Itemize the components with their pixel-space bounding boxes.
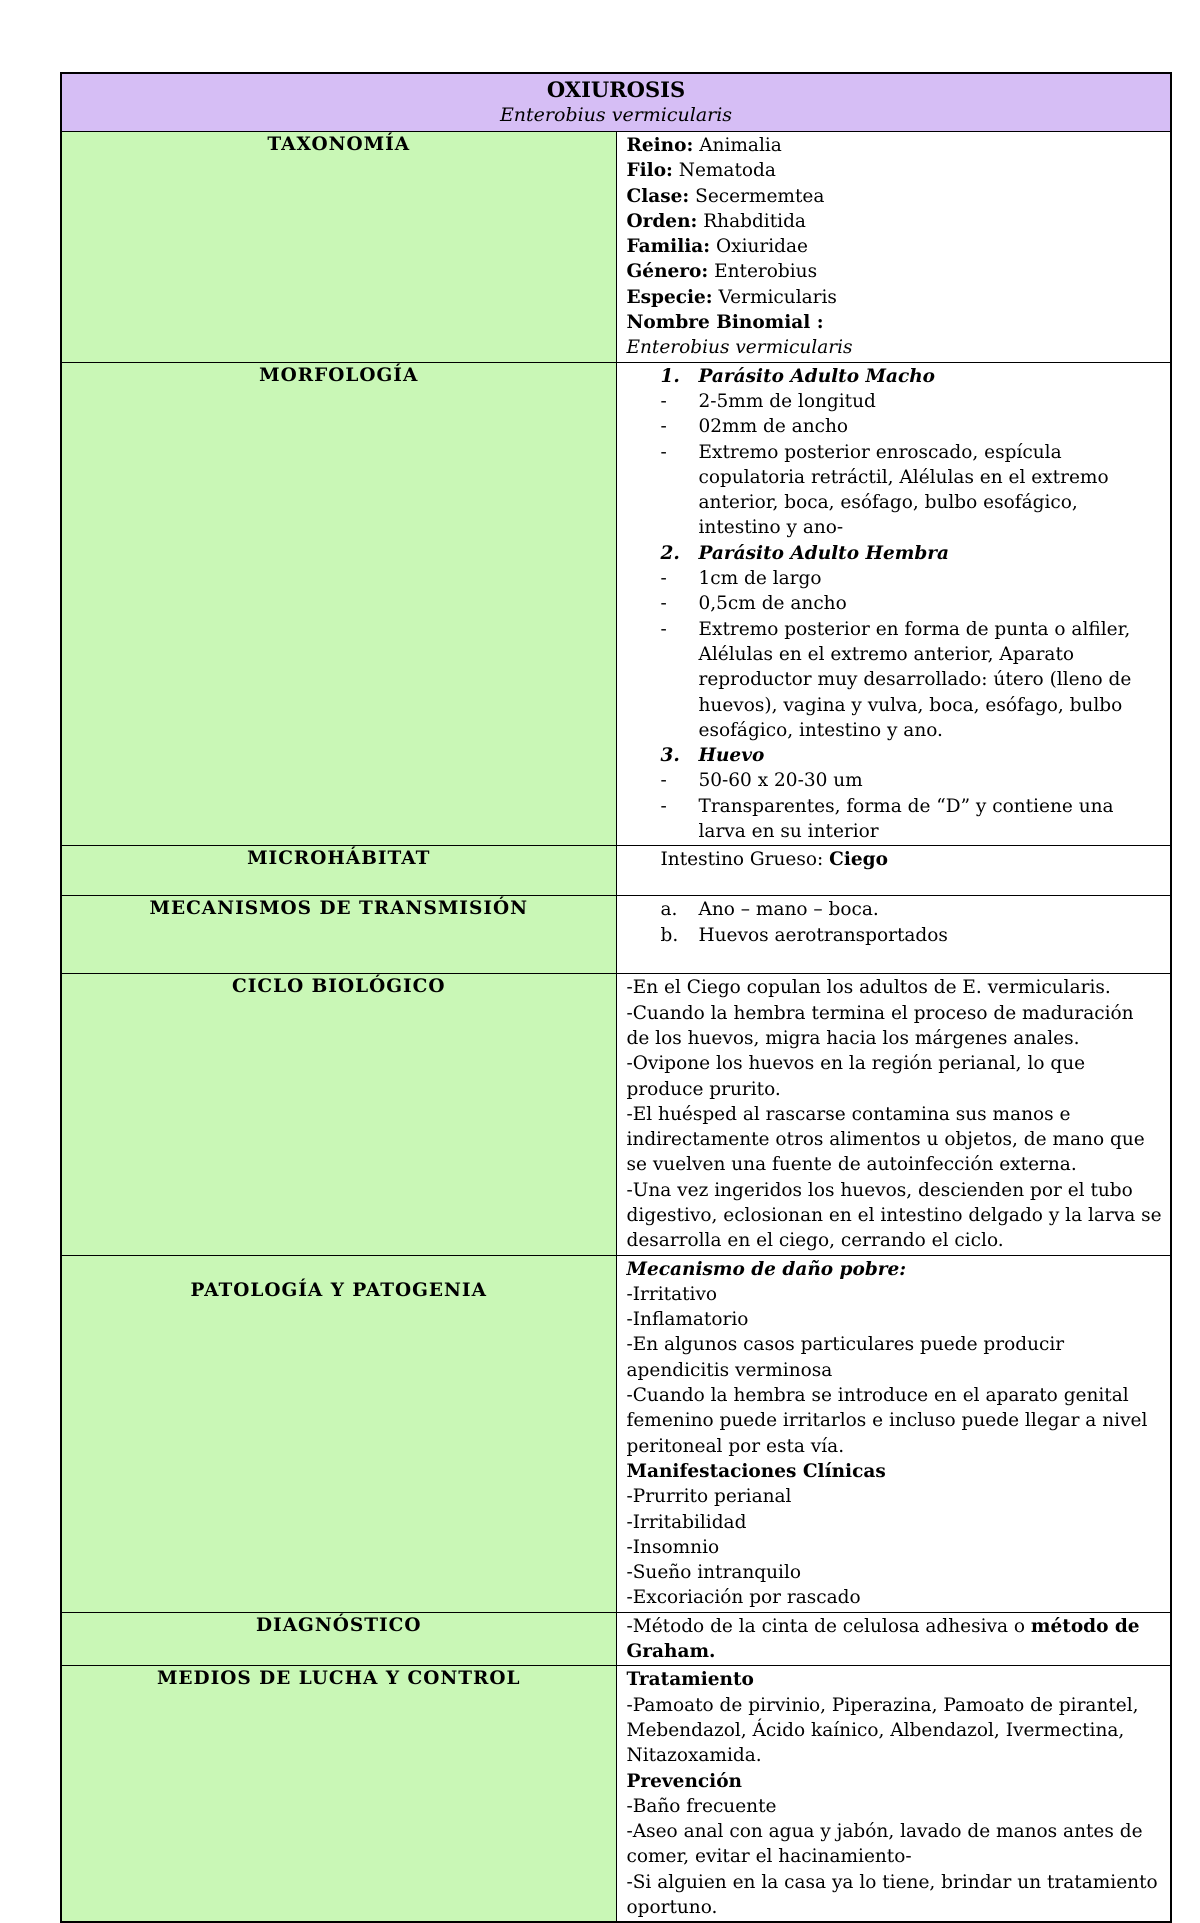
morphology-text: 50-60 x 20-30 um bbox=[698, 770, 863, 792]
table-header bbox=[61, 73, 1171, 132]
cycle-line: -El huésped al rascarse contamina sus manos e indirectamente otros alimentos u objetos, de mano que se vuelven una fuente de autoinfección externa. bbox=[626, 1103, 1145, 1176]
morphology-text: 02mm de ancho bbox=[698, 416, 849, 438]
damage-line: -En algunos casos particulares puede producir apendicitis verminosa bbox=[626, 1334, 1065, 1381]
taxonomy-value: Rhabditida bbox=[703, 210, 806, 232]
morphology-item bbox=[627, 617, 1163, 743]
taxonomy-row bbox=[627, 184, 1163, 209]
cycle-line: -En el Ciego copulan los adultos de E. vermicularis. bbox=[626, 977, 1111, 999]
dash-marker: - bbox=[660, 441, 667, 463]
diagnostico-method: método de Graham. bbox=[626, 1615, 1140, 1663]
morphology-group-title bbox=[627, 541, 1163, 566]
dash-marker: - bbox=[660, 593, 667, 615]
page-title: OXIUROSIS bbox=[546, 77, 686, 102]
prevention-title: Prevención bbox=[626, 1770, 742, 1792]
diagnostico-content bbox=[616, 1612, 1171, 1666]
dash-marker: - bbox=[660, 416, 667, 438]
damage-title: Mecanismo de daño pobre: bbox=[626, 1258, 907, 1280]
transmission-text: Huevos aerotransportados bbox=[698, 924, 948, 946]
diagnostico-label: DIAGNÓSTICO bbox=[61, 1612, 616, 1666]
treatment-title: Tratamiento bbox=[626, 1669, 754, 1691]
patologia-label: PATOLOGÍA Y PATOGENIA bbox=[61, 1255, 616, 1612]
morphology-text: Extremo posterior enroscado, espícula copulatoria retráctil, Alélulas en el extremo anterior, boca, esófago, bulbo esofágico, intestino y ano- bbox=[698, 441, 1109, 539]
taxonomy-row bbox=[627, 133, 1163, 158]
transmission-item bbox=[627, 923, 1163, 948]
cycle-line: -Una vez ingeridos los huevos, descienden por el tubo digestivo, eclosionan en el intestino delgado y la larva se desarrolla en el ciego, cerrando el ciclo. bbox=[626, 1179, 1162, 1252]
group-number: 2. bbox=[660, 542, 680, 564]
morphology-group-title bbox=[627, 743, 1163, 768]
morphology-item bbox=[627, 768, 1163, 793]
morphology-text: Extremo posterior en forma de punta o alfiler, Alélulas en el extremo anterior, Aparato reproductor muy desarrollado: útero (lleno de huevos), vagina y vulva, boca, esófago, bulbo esofágico, intestino y ano. bbox=[698, 618, 1132, 741]
taxonomy-value: Animalia bbox=[699, 135, 782, 156]
taxonomy-list bbox=[627, 133, 1163, 310]
dash-marker: - bbox=[660, 618, 667, 640]
morphology-item bbox=[627, 440, 1163, 541]
species-subtitle: Enterobius vermicularis bbox=[499, 104, 733, 126]
morphology-text: 0,5cm de ancho bbox=[698, 593, 847, 615]
taxonomy-row bbox=[627, 234, 1163, 259]
group-title: Parásito Adulto Macho bbox=[698, 365, 936, 387]
morphology-text: Transparentes, forma de “D” y contiene una larva en su interior bbox=[698, 795, 1114, 843]
control-content bbox=[616, 1666, 1171, 1922]
taxonomia-label: TAXONOMÍA bbox=[61, 132, 616, 363]
morphology-item bbox=[627, 566, 1163, 591]
taxonomy-row bbox=[627, 259, 1163, 284]
parasite-summary-table bbox=[60, 72, 1172, 1923]
prevention-line: -Si alguien en la casa ya lo tiene, brindar un tratamiento oportuno. bbox=[626, 1871, 1158, 1918]
ciclo-content bbox=[616, 974, 1171, 1255]
morfologia-label: MORFOLOGÍA bbox=[61, 362, 616, 846]
cycle-list bbox=[627, 975, 1163, 1253]
group-title: Huevo bbox=[698, 745, 765, 767]
morphology-item bbox=[627, 414, 1163, 439]
binomial-name: Enterobius vermicularis bbox=[626, 337, 853, 359]
transmision-content bbox=[616, 896, 1171, 974]
dash-marker: - bbox=[660, 770, 667, 792]
taxonomy-row bbox=[627, 209, 1163, 234]
patologia-content bbox=[616, 1255, 1171, 1612]
group-title: Parásito Adulto Hembra bbox=[698, 542, 949, 564]
morphology-group-title bbox=[627, 364, 1163, 389]
clinical-line: -Sueño intranquilo bbox=[626, 1562, 802, 1584]
group-number: 3. bbox=[660, 745, 680, 767]
clinical-line: -Insomnio bbox=[626, 1536, 720, 1558]
morphology-text: 2-5mm de longitud bbox=[698, 390, 876, 412]
taxonomia-content bbox=[616, 132, 1171, 363]
clinical-list bbox=[627, 1484, 1163, 1610]
clinical-line: -Irritabilidad bbox=[626, 1511, 747, 1533]
list-marker: a. bbox=[660, 899, 678, 921]
taxonomy-value: Nematoda bbox=[678, 160, 776, 182]
prevention-line: -Aseo anal con agua y jabón, lavado de manos antes de comer, evitar el hacinamiento- bbox=[626, 1821, 1143, 1868]
microhabitat-label: MICROHÁBITAT bbox=[61, 846, 616, 896]
damage-list bbox=[627, 1282, 1163, 1459]
morphology-item bbox=[627, 591, 1163, 616]
microhabitat-site: Ciego bbox=[829, 849, 888, 871]
prevention-line: -Baño frecuente bbox=[626, 1795, 777, 1817]
taxonomy-key: Filo: bbox=[626, 160, 673, 182]
taxonomy-value: Oxiuridae bbox=[715, 236, 808, 258]
list-marker: b. bbox=[660, 924, 679, 946]
dash-marker: - bbox=[660, 390, 667, 412]
damage-line: -Cuando la hembra se introduce en el aparato genital femenino puede irritarlos e incluso puede llegar a nivel peritoneal por esta vía. bbox=[626, 1385, 1148, 1457]
morfologia-content bbox=[616, 362, 1171, 846]
dash-marker: - bbox=[660, 568, 667, 590]
group-number: 1. bbox=[660, 365, 680, 387]
ciclo-label: CICLO BIOLÓGICO bbox=[61, 974, 616, 1255]
binomial-label: Nombre Binomial : bbox=[626, 312, 824, 334]
microhabitat-content bbox=[616, 846, 1171, 896]
prevention-list bbox=[627, 1794, 1163, 1920]
dash-marker: - bbox=[660, 795, 667, 817]
taxonomy-key: Género: bbox=[626, 261, 709, 283]
transmision-label: MECANISMOS DE TRANSMISIÓN bbox=[61, 896, 616, 974]
diagnostico-text: -Método de la cinta de celulosa adhesiva o bbox=[626, 1615, 1026, 1637]
microhabitat-text: Intestino Grueso: bbox=[660, 849, 824, 871]
cycle-line: -Cuando la hembra termina el proceso de maduración de los huevos, migra hacia los márgenes anales. bbox=[626, 1002, 1134, 1049]
taxonomy-value: Vermicularis bbox=[718, 286, 837, 308]
morphology-text: 1cm de largo bbox=[698, 568, 822, 590]
transmission-text: Ano – mano – boca. bbox=[698, 899, 879, 921]
clinical-line: -Prurrito perianal bbox=[626, 1486, 792, 1508]
taxonomy-key: Orden: bbox=[626, 210, 698, 232]
morphology-item bbox=[627, 389, 1163, 414]
clinical-line: -Excoriación por rascado bbox=[626, 1587, 861, 1609]
taxonomy-key: Reino: bbox=[626, 135, 694, 156]
transmission-list bbox=[627, 897, 1163, 948]
taxonomy-row bbox=[627, 285, 1163, 310]
treatment-text: -Pamoato de pirvinio, Piperazina, Pamoato de pirantel, Mebendazol, Ácido kaínico, Albendazol, Ivermectina, Nitazoxamida. bbox=[626, 1694, 1139, 1767]
morphology-item bbox=[627, 794, 1163, 845]
taxonomy-value: Secermemtea bbox=[695, 185, 825, 207]
control-label: MEDIOS DE LUCHA Y CONTROL bbox=[61, 1666, 616, 1922]
taxonomy-key: Clase: bbox=[626, 185, 690, 207]
taxonomy-row bbox=[627, 158, 1163, 183]
taxonomy-value: Enterobius bbox=[714, 261, 818, 283]
clinical-title: Manifestaciones Clínicas bbox=[626, 1460, 886, 1482]
taxonomy-key: Especie: bbox=[626, 286, 713, 308]
taxonomy-key: Familia: bbox=[626, 236, 711, 258]
transmission-item bbox=[627, 897, 1163, 922]
morphology-list bbox=[627, 364, 1163, 845]
cycle-line: -Ovipone los huevos en la región perianal, lo que produce prurito. bbox=[626, 1053, 1086, 1100]
damage-line: -Irritativo bbox=[626, 1283, 718, 1305]
damage-line: -Inflamatorio bbox=[626, 1309, 749, 1331]
